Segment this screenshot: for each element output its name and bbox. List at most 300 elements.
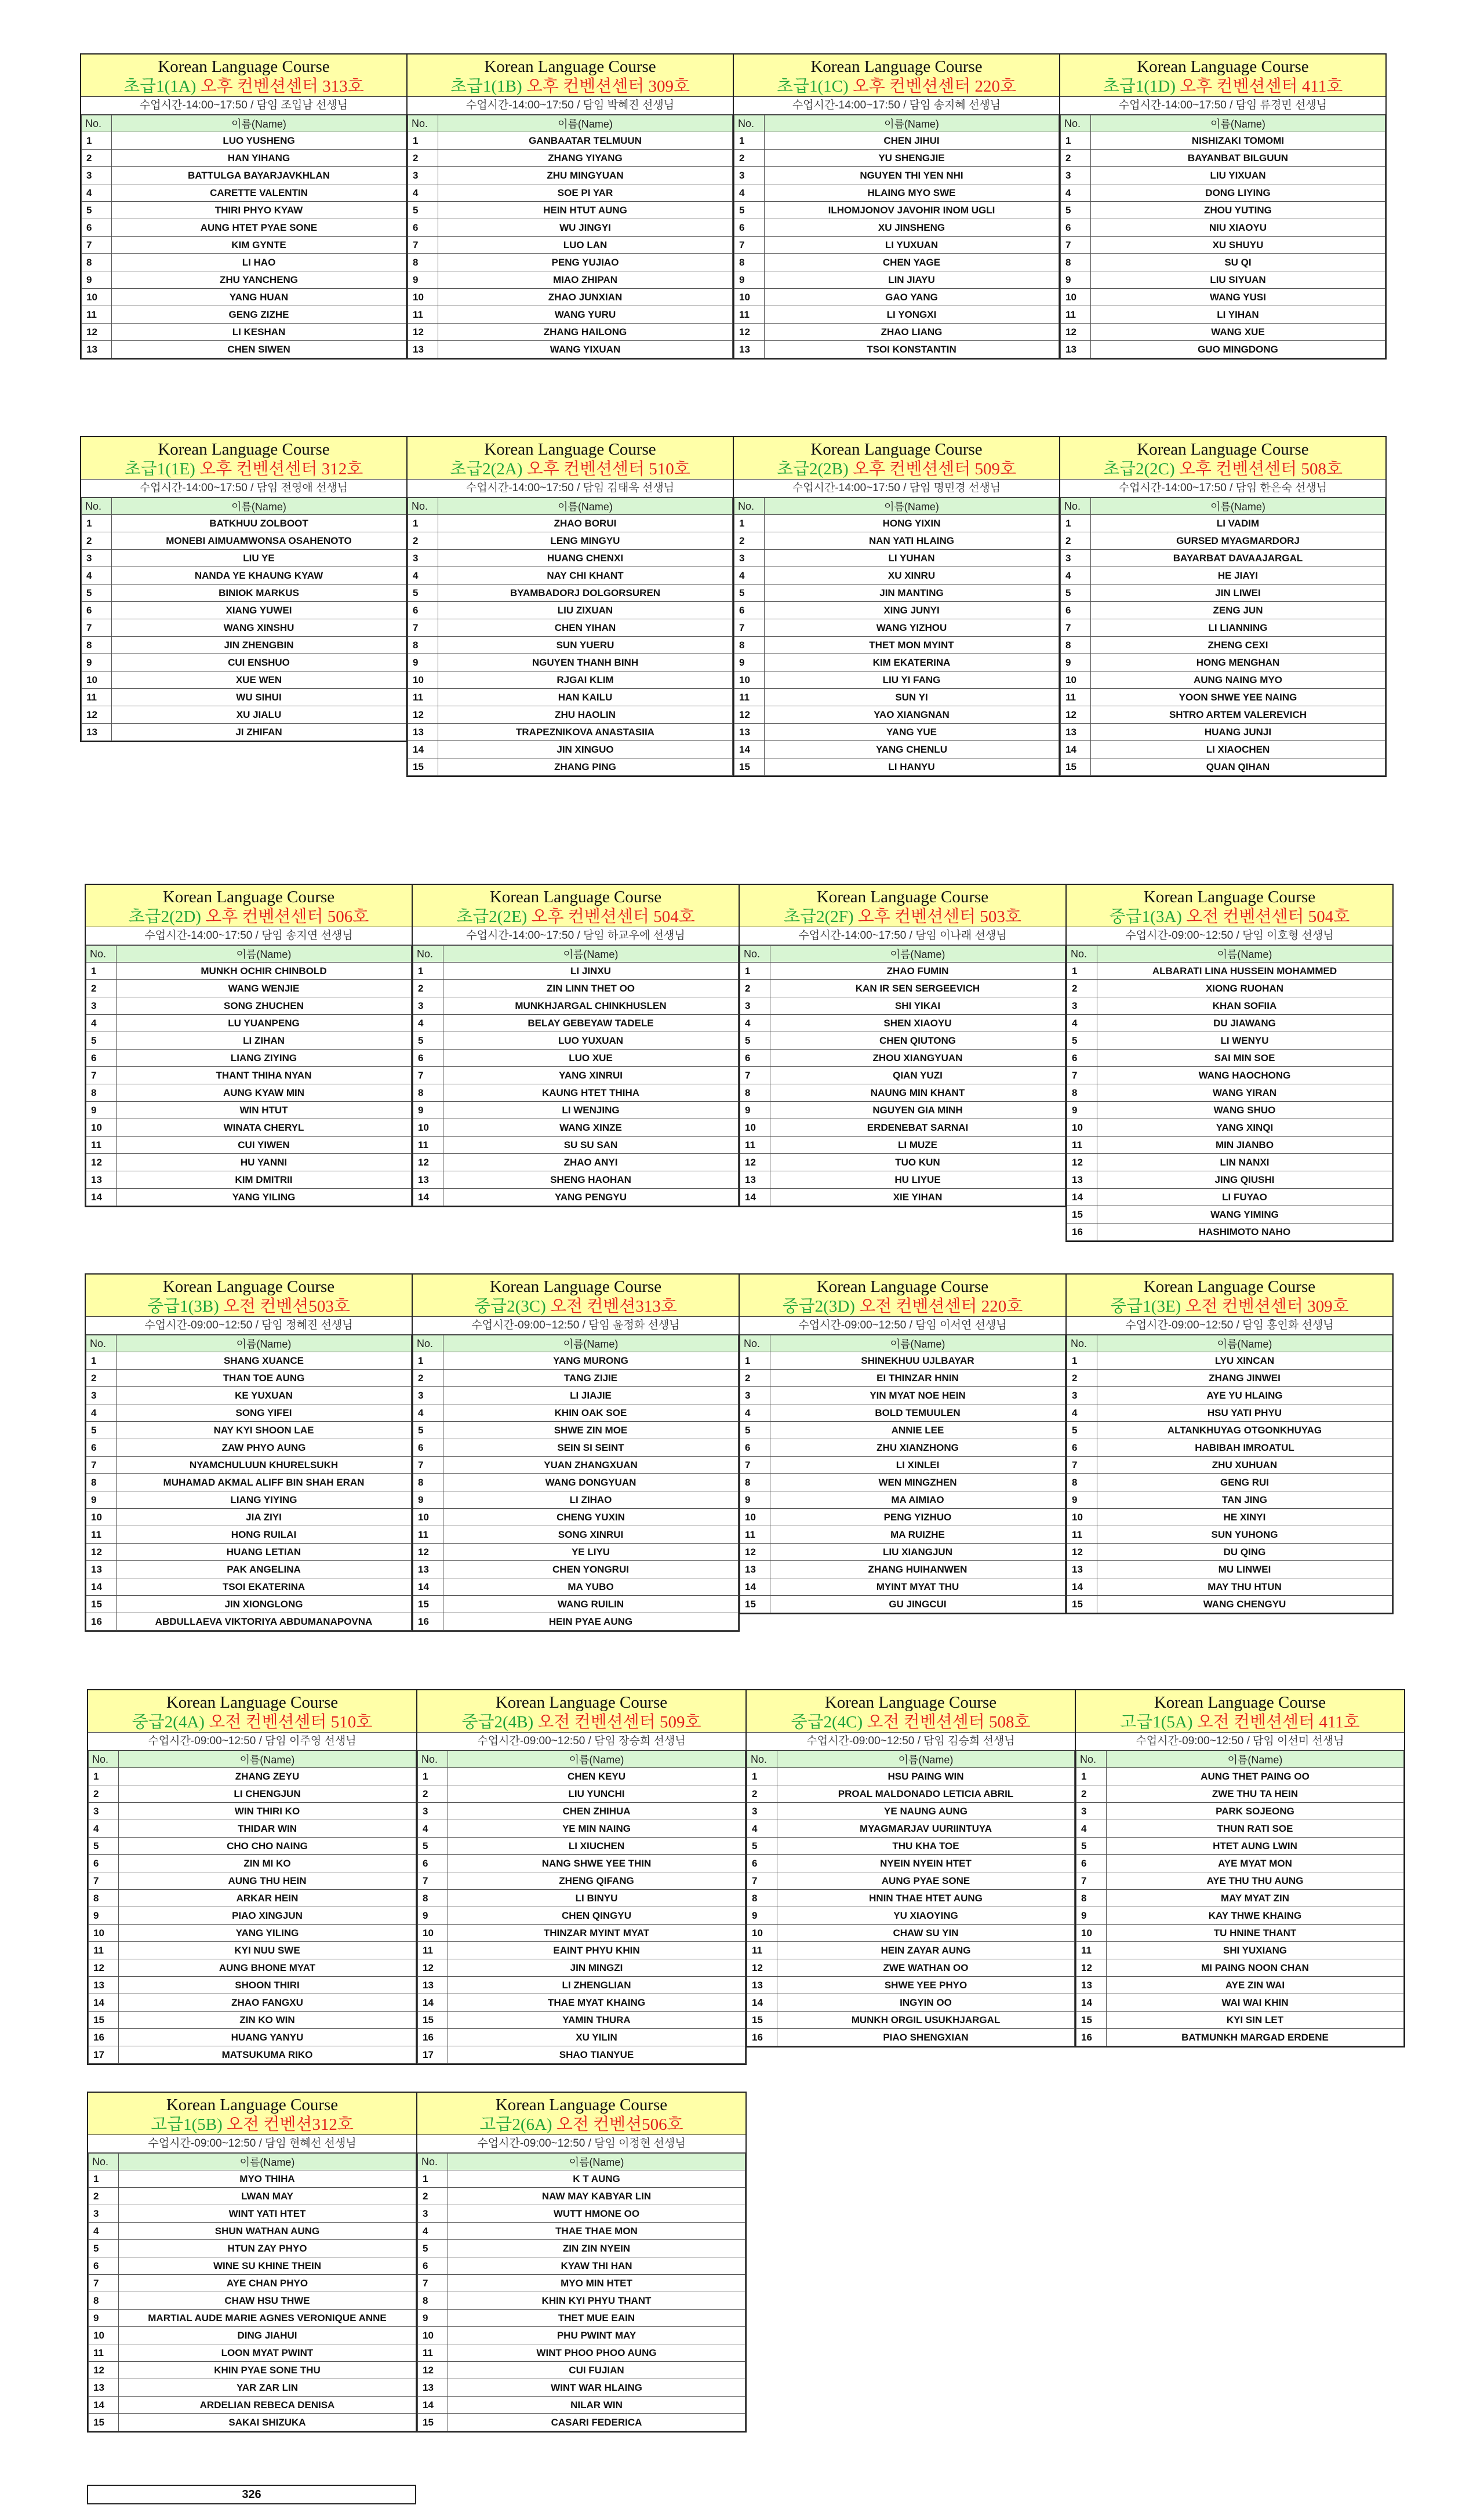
student-number: 7 <box>740 1457 770 1474</box>
table-row <box>86 1596 412 1613</box>
student-number: 11 <box>86 1526 117 1544</box>
student-number: 5 <box>86 1422 117 1439</box>
class-schedule-info: 수업시간-09:00~12:50 / 담임 이선미 선생님 <box>1076 1733 1404 1751</box>
student-name: LI MUZE <box>770 1137 1065 1154</box>
student-number: 1 <box>747 1768 777 1785</box>
student-name: HU LIYUE <box>770 1171 1065 1189</box>
student-number: 15 <box>1067 1596 1097 1613</box>
table-row <box>418 1803 745 1820</box>
course-title: Korean Language Course <box>1143 1277 1316 1296</box>
student-name: THU KHA TOE <box>777 1838 1075 1855</box>
student-number: 1 <box>418 1768 448 1785</box>
table-row <box>86 1370 412 1387</box>
student-name: NANDA YE KHAUNG KYAW <box>112 567 406 584</box>
student-number: 5 <box>82 584 112 602</box>
table-row <box>740 1457 1065 1474</box>
table-row <box>408 184 733 202</box>
student-name: MUHAMAD AKMAL ALIFF BIN SHAH ERAN <box>117 1474 412 1491</box>
student-name: BELAY GEBEYAW TADELE <box>443 1015 739 1032</box>
student-name: SAI MIN SOE <box>1097 1050 1392 1067</box>
student-number: 6 <box>408 219 438 237</box>
class-header <box>86 885 412 927</box>
table-row <box>747 1820 1075 1838</box>
student-name: HUANG JUNJI <box>1091 724 1385 741</box>
student-number: 12 <box>89 2362 119 2379</box>
column-header-name: 이름(Name) <box>438 115 733 132</box>
table-row <box>408 132 733 150</box>
student-number: 4 <box>418 1820 448 1838</box>
table-row <box>89 2275 416 2292</box>
student-name: DONG LIYING <box>1091 184 1385 202</box>
class-level-and-room <box>747 1712 1075 1732</box>
student-number: 16 <box>1076 2029 1107 2046</box>
class-level: 초급2(2F) <box>784 907 854 926</box>
table-row <box>1067 1032 1392 1050</box>
student-number: 4 <box>418 2223 448 2240</box>
table-header-row <box>86 946 412 963</box>
student-name: CASARI FEDERICA <box>448 2414 745 2431</box>
student-number: 8 <box>408 637 438 654</box>
class-room: 오전 컨벤션센터 508호 <box>863 1713 1031 1731</box>
table-row <box>1067 1474 1392 1491</box>
student-number: 9 <box>413 1102 443 1119</box>
student-number: 2 <box>734 532 765 550</box>
table-row <box>89 2292 416 2310</box>
student-number: 11 <box>408 306 438 324</box>
class-level: 중급2(4B) <box>461 1713 534 1731</box>
student-number: 9 <box>89 2310 119 2327</box>
student-name: LI CHENGJUN <box>119 1785 416 1803</box>
table-row <box>734 706 1059 724</box>
student-name: SU SU SAN <box>443 1137 739 1154</box>
student-number: 5 <box>740 1422 770 1439</box>
student-number: 15 <box>89 2414 119 2431</box>
table-row <box>89 1907 416 1925</box>
student-name: THAE THAE MON <box>448 2223 745 2240</box>
student-number: 5 <box>740 1032 770 1050</box>
table-row <box>86 1352 412 1370</box>
table-header-row <box>408 115 733 132</box>
student-name: SAKAI SHIZUKA <box>119 2414 416 2431</box>
student-name: LIU YE <box>112 550 406 567</box>
student-number: 9 <box>82 271 112 289</box>
student-number: 2 <box>86 1370 117 1387</box>
student-name: ZHU MINGYUAN <box>438 167 733 184</box>
student-name: JIN LIWEI <box>1091 584 1385 602</box>
table-row <box>86 1404 412 1422</box>
student-name: TRAPEZNIKOVA ANASTASIIA <box>438 724 733 741</box>
student-number: 13 <box>89 1977 119 1994</box>
table-row <box>1067 1491 1392 1509</box>
student-name: LI KESHAN <box>112 324 406 341</box>
table-header-row <box>734 498 1059 515</box>
table-row <box>740 1422 1065 1439</box>
column-header-no: No. <box>408 115 438 132</box>
class-level-and-room <box>81 77 406 96</box>
course-title: Korean Language Course <box>484 440 656 459</box>
student-number: 8 <box>1061 254 1091 271</box>
student-name: GANBAATAR TELMUUN <box>438 132 733 150</box>
class-roster-card <box>416 1689 747 2065</box>
table-row <box>1067 1404 1392 1422</box>
student-number: 3 <box>1076 1803 1107 1820</box>
student-name: SHINEKHUU UJLBAYAR <box>770 1352 1065 1370</box>
student-name: ZHOU YUTING <box>1091 202 1385 219</box>
table-header-row <box>1076 1751 1404 1768</box>
student-table <box>408 498 733 776</box>
student-number: 6 <box>1061 602 1091 619</box>
student-name: LUO LAN <box>438 237 733 254</box>
table-row <box>740 1032 1065 1050</box>
student-name: EAINT PHYU KHIN <box>448 1942 745 1959</box>
student-name: HSU PAING WIN <box>777 1768 1075 1785</box>
student-number: 4 <box>747 1820 777 1838</box>
student-number: 4 <box>413 1404 443 1422</box>
table-row <box>418 2362 745 2379</box>
table-row <box>89 1890 416 1907</box>
student-name: PAK ANGELINA <box>117 1561 412 1578</box>
student-number: 10 <box>82 289 112 306</box>
table-row <box>418 1785 745 1803</box>
student-number: 15 <box>747 2012 777 2029</box>
table-row <box>1067 1067 1392 1084</box>
student-name: GURSED MYAGMARDORJ <box>1091 532 1385 550</box>
student-table <box>1060 498 1385 776</box>
table-row <box>1067 1457 1392 1474</box>
student-name: NANG SHWE YEE THIN <box>448 1855 745 1872</box>
class-header <box>734 437 1059 480</box>
student-number: 13 <box>734 724 765 741</box>
table-row <box>418 2257 745 2275</box>
table-row <box>1067 963 1392 980</box>
student-name: TAN JING <box>1097 1491 1392 1509</box>
student-number: 3 <box>1067 997 1097 1015</box>
table-row <box>86 1509 412 1526</box>
student-name: TUO KUN <box>770 1154 1065 1171</box>
student-number: 13 <box>740 1561 770 1578</box>
student-number: 5 <box>413 1422 443 1439</box>
student-number: 6 <box>1067 1050 1097 1067</box>
table-row <box>418 2397 745 2414</box>
student-number: 12 <box>1076 1959 1107 1977</box>
student-name: HUANG LETIAN <box>117 1544 412 1561</box>
student-name: AUNG THU HEIN <box>119 1872 416 1890</box>
table-row <box>1067 1509 1392 1526</box>
table-row <box>1076 1785 1404 1803</box>
table-row <box>1061 202 1385 219</box>
table-row <box>740 1154 1065 1171</box>
student-number: 6 <box>740 1050 770 1067</box>
student-name: JING QIUSHI <box>1097 1171 1392 1189</box>
table-row <box>89 1977 416 1994</box>
student-number: 3 <box>734 167 765 184</box>
table-row <box>82 254 406 271</box>
student-name: SHWE YEE PHYO <box>777 1977 1075 1994</box>
table-header-row <box>418 1751 745 1768</box>
class-room: 오후 컨벤션센터 312호 <box>195 460 363 478</box>
table-row <box>747 1855 1075 1872</box>
table-row <box>408 532 733 550</box>
student-name: ZIN KO WIN <box>119 2012 416 2029</box>
student-number: 10 <box>747 1925 777 1942</box>
class-level: 중급1(3E) <box>1110 1297 1181 1316</box>
student-name: WIN THIRI KO <box>119 1803 416 1820</box>
class-level: 초급2(2C) <box>1103 460 1175 478</box>
column-header-name: 이름(Name) <box>438 498 733 515</box>
student-number: 15 <box>86 1596 117 1613</box>
student-name: BATTULGA BAYARJAVKHLAN <box>112 167 406 184</box>
class-level-and-room <box>86 907 412 927</box>
student-name: NGUYEN GIA MINH <box>770 1102 1065 1119</box>
table-row <box>740 1370 1065 1387</box>
class-room: 오후 컨벤션센터 220호 <box>848 77 1017 96</box>
student-number: 5 <box>1067 1422 1097 1439</box>
student-name: KHIN PYAE SONE THU <box>119 2362 416 2379</box>
student-number: 2 <box>413 1370 443 1387</box>
table-row <box>734 619 1059 637</box>
class-schedule-info: 수업시간-09:00~12:50 / 담임 홍인화 선생님 <box>1067 1317 1392 1335</box>
table-row <box>747 1977 1075 1994</box>
table-row <box>418 2310 745 2327</box>
student-table <box>413 945 739 1206</box>
student-name: LU YUANPENG <box>117 1015 412 1032</box>
class-level: 초급2(2E) <box>456 907 528 926</box>
student-number: 13 <box>408 724 438 741</box>
student-number: 3 <box>89 2205 119 2223</box>
class-schedule-info: 수업시간-09:00~12:50 / 담임 장승희 선생님 <box>417 1733 745 1751</box>
student-number: 4 <box>734 567 765 584</box>
student-number: 2 <box>408 532 438 550</box>
class-level-and-room <box>417 2115 745 2134</box>
student-number: 13 <box>1061 341 1091 358</box>
class-roster-card <box>745 1689 1076 2047</box>
student-name: WAI WAI KHIN <box>1107 1994 1404 2012</box>
table-header-row <box>408 498 733 515</box>
class-roster-card <box>80 53 408 360</box>
table-row <box>408 237 733 254</box>
student-number: 13 <box>418 1977 448 1994</box>
student-number: 10 <box>1061 289 1091 306</box>
class-level: 초급1(1B) <box>450 77 522 96</box>
table-row <box>734 584 1059 602</box>
student-number: 14 <box>418 1994 448 2012</box>
student-number: 15 <box>1061 758 1091 776</box>
student-number: 7 <box>747 1872 777 1890</box>
student-name: CUI FUJIAN <box>448 2362 745 2379</box>
student-number: 14 <box>418 2397 448 2414</box>
student-name: BATKHUU ZOLBOOT <box>112 515 406 532</box>
table-header-row <box>82 498 406 515</box>
student-name: CHEN SIWEN <box>112 341 406 358</box>
student-name: KYI NUU SWE <box>119 1942 416 1959</box>
class-level: 고급1(5B) <box>151 2115 223 2134</box>
student-name: MA AIMIAO <box>770 1491 1065 1509</box>
table-row <box>408 306 733 324</box>
class-level: 초급2(2A) <box>450 460 523 478</box>
table-row <box>1076 1872 1404 1890</box>
student-name: JIN XIONGLONG <box>117 1596 412 1613</box>
table-row <box>734 219 1059 237</box>
student-table <box>81 115 406 358</box>
student-number: 13 <box>1067 1171 1097 1189</box>
column-header-no: No. <box>86 1335 117 1352</box>
column-header-name: 이름(Name) <box>765 115 1059 132</box>
student-name: XU XINRU <box>765 567 1059 584</box>
student-number: 4 <box>86 1404 117 1422</box>
student-number: 5 <box>418 1838 448 1855</box>
student-name: WANG XUE <box>1091 324 1385 341</box>
student-name: WANG SHUO <box>1097 1102 1392 1119</box>
table-row <box>418 1890 745 1907</box>
student-name: LI JIAJIE <box>443 1387 739 1404</box>
student-number: 8 <box>747 1890 777 1907</box>
course-title: Korean Language Course <box>495 2096 668 2114</box>
student-number: 15 <box>734 758 765 776</box>
student-name: NGUYEN THANH BINH <box>438 654 733 671</box>
table-row <box>413 1032 739 1050</box>
student-number: 10 <box>413 1119 443 1137</box>
student-number: 10 <box>82 671 112 689</box>
table-row <box>1067 1561 1392 1578</box>
course-title: Korean Language Course <box>1137 440 1309 459</box>
student-number: 5 <box>1076 1838 1107 1855</box>
student-name: HAN KAILU <box>438 689 733 706</box>
student-number: 14 <box>1061 741 1091 758</box>
student-name: ZIN ZIN NYEIN <box>448 2240 745 2257</box>
student-number: 1 <box>86 1352 117 1370</box>
student-number: 2 <box>418 2188 448 2205</box>
table-row <box>408 289 733 306</box>
student-table <box>86 945 412 1206</box>
student-name: NILAR WIN <box>448 2397 745 2414</box>
student-number: 12 <box>740 1544 770 1561</box>
student-name: CHEN YIHAN <box>438 619 733 637</box>
student-name: TSOI KONSTANTIN <box>765 341 1059 358</box>
student-number: 13 <box>747 1977 777 1994</box>
column-header-no: No. <box>418 1751 448 1768</box>
course-title: Korean Language Course <box>1154 1693 1326 1712</box>
student-name: HE XINYI <box>1097 1509 1392 1526</box>
class-roster-card <box>739 884 1067 1207</box>
student-number: 15 <box>89 2012 119 2029</box>
student-table <box>408 115 733 358</box>
student-number: 7 <box>734 237 765 254</box>
student-number: 15 <box>408 758 438 776</box>
student-name: HU YANNI <box>117 1154 412 1171</box>
student-number: 5 <box>734 202 765 219</box>
table-row <box>1067 1050 1392 1067</box>
student-name: BAYARBAT DAVAAJARGAL <box>1091 550 1385 567</box>
student-name: CHEN ZHIHUA <box>448 1803 745 1820</box>
class-room: 오후 컨벤션센터 504호 <box>527 907 695 926</box>
table-row <box>740 1526 1065 1544</box>
class-roster-card <box>80 436 408 742</box>
table-row <box>413 1526 739 1544</box>
student-name: SUN YUHONG <box>1097 1526 1392 1544</box>
table-row <box>89 2223 416 2240</box>
table-row <box>408 724 733 741</box>
class-schedule-info: 수업시간-09:00~12:50 / 담임 이주영 선생님 <box>88 1733 416 1751</box>
student-number: 4 <box>89 1820 119 1838</box>
student-number: 4 <box>1067 1015 1097 1032</box>
student-name: CUI ENSHUO <box>112 654 406 671</box>
column-header-name: 이름(Name) <box>1091 498 1385 515</box>
student-name: KAN IR SEN SERGEEVICH <box>770 980 1065 997</box>
student-name: DU JIAWANG <box>1097 1015 1392 1032</box>
student-name: AUNG PYAE SONE <box>777 1872 1075 1890</box>
student-name: BYAMBADORJ DOLGORSUREN <box>438 584 733 602</box>
class-level-and-room <box>413 1297 739 1316</box>
student-name: YAR ZAR LIN <box>119 2379 416 2397</box>
student-name: HTET AUNG LWIN <box>1107 1838 1404 1855</box>
class-roster-card <box>1059 436 1387 777</box>
student-name: THET MON MYINT <box>765 637 1059 654</box>
table-row <box>408 706 733 724</box>
student-name: ZHAO LIANG <box>765 324 1059 341</box>
table-row <box>1067 1544 1392 1561</box>
table-row <box>89 1855 416 1872</box>
student-name: THIRI PHYO KYAW <box>112 202 406 219</box>
table-row <box>740 1596 1065 1613</box>
student-name: ZHANG JINWEI <box>1097 1370 1392 1387</box>
student-number: 5 <box>408 202 438 219</box>
student-name: SHENG HAOHAN <box>443 1171 739 1189</box>
table-row <box>740 1509 1065 1526</box>
class-level: 중급2(4C) <box>791 1713 863 1731</box>
class-header <box>86 1275 412 1317</box>
student-number: 3 <box>740 997 770 1015</box>
student-name: YANG YILING <box>117 1189 412 1206</box>
student-name: LIU YUNCHI <box>448 1785 745 1803</box>
student-name: LIU YI FANG <box>765 671 1059 689</box>
student-number: 1 <box>740 963 770 980</box>
class-room: 오전 컨벤션센터 504호 <box>1181 907 1350 926</box>
student-name: ZHOU XIANGYUAN <box>770 1050 1065 1067</box>
student-number: 3 <box>1061 550 1091 567</box>
table-row <box>734 654 1059 671</box>
table-row <box>740 997 1065 1015</box>
student-number: 8 <box>82 637 112 654</box>
student-name: LUO YUSHENG <box>112 132 406 150</box>
class-header <box>417 2093 745 2135</box>
class-level-and-room <box>417 1712 745 1732</box>
student-name: LIANG ZIYING <box>117 1050 412 1067</box>
table-row <box>740 1439 1065 1457</box>
student-name: KAUNG HTET THIHA <box>443 1084 739 1102</box>
student-name: LI FUYAO <box>1097 1189 1392 1206</box>
class-level-and-room <box>81 459 406 479</box>
student-name: SHEN XIAOYU <box>770 1015 1065 1032</box>
student-name: SHANG XUANCE <box>117 1352 412 1370</box>
student-number: 8 <box>86 1474 117 1491</box>
table-header-row <box>413 946 739 963</box>
student-name: ILHOMJONOV JAVOHIR INOM UGLI <box>765 202 1059 219</box>
student-name: WANG YIXUAN <box>438 341 733 358</box>
student-name: CHAW HSU THWE <box>119 2292 416 2310</box>
student-number: 9 <box>734 271 765 289</box>
table-row <box>86 1189 412 1206</box>
student-number: 3 <box>740 1387 770 1404</box>
student-number: 9 <box>408 654 438 671</box>
class-level: 초급1(1E) <box>124 460 195 478</box>
table-row <box>1061 637 1385 654</box>
table-row <box>1076 1855 1404 1872</box>
student-name: BINIOK MARKUS <box>112 584 406 602</box>
student-number: 2 <box>1067 1370 1097 1387</box>
student-name: ZHU XUHUAN <box>1097 1457 1392 1474</box>
student-number: 11 <box>418 1942 448 1959</box>
table-row <box>740 1171 1065 1189</box>
